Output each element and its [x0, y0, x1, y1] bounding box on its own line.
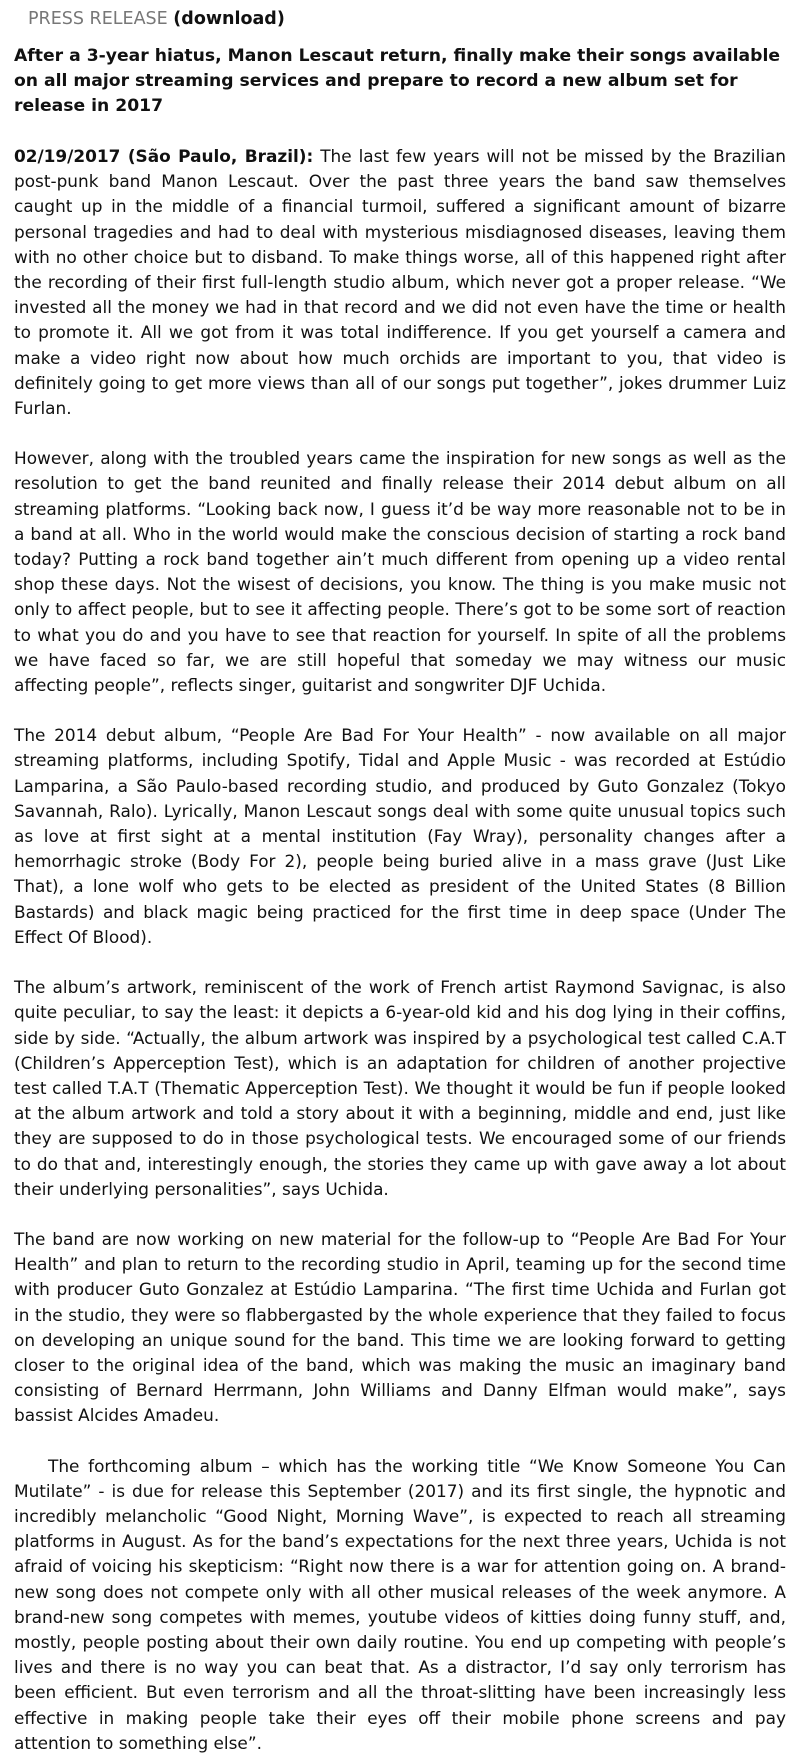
page-header	[28, 6, 786, 32]
paragraph-debut-album: The 2014 debut album, “People Are Bad For Your Health” - now available on all major streaming platforms, including Spotify, Tidal and Apple Music - was recorded at Estúdio Lamparina, a São Paulo-based recording studio, and produced by Guto Gonzalez (Tokyo Savannah, Ralo). Lyrically, Manon Lescaut songs deal with some quite unusual topics such as love at first sight at a mental institution (Fay Wray), personality changes after a hemorrhagic stroke (Body For 2), people being buried alive in a mass grave (Just Like That), a lone wolf who gets to be elected as president of the United States (8 Billion Bastards) and black magic being practiced for the first time in deep space (Under The Effect Of Blood).	[14, 725, 786, 947]
press-release-label: PRESS RELEASE	[28, 9, 168, 29]
download-link[interactable]: (download)	[173, 9, 285, 29]
paragraph-new-material: The band are now working on new material for the follow-up to “People Are Bad For Your Health” and plan to return to the recording studio in April, teaming up for the second time with producer Guto Gonzalez at Estúdio Lamparina. “The first time Uchida and Furlan got in the studio, they were so flabbergasted by the whole experience that they failed to focus on developing an unique sound for the band. This time we are looking forward to getting closer to the original idea of the band, which was making the music an imaginary band consisting of Bernard Herrmann, John Williams and Danny Elfman would make”, says bassist Alcides Amadeu.	[14, 1228, 786, 1426]
paragraph-reunion: However, along with the troubled years came the inspiration for new songs as well as the resolution to get the band reunited and finally release their 2014 debut album on all streaming platforms. “Looking back now, I guess it’d be way more reasonable not to be in a band at all. Who in the world would make the conscious decision of starting a rock band today? Putting a rock band together ain’t much different from opening up a video rental shop these days. Not the wisest of decisions, you know. The thing is you make music not only to affect people, but to see it affecting people. There’s got to be some sort of reaction to what you do and you have to see that reaction for yourself. In spite of all the problems we have faced so far, we are still hopeful that someday we may witness our music affecting people”, reflects singer, guitarist and songwriter DJF Uchida.	[14, 448, 786, 696]
paragraph-artwork: The album’s artwork, reminiscent of the work of French artist Raymond Savignac, is also quite peculiar, to say the least: it depicts a 6-year-old kid and his dog lying in their coffins, side by side. “Actually, the album artwork was inspired by a psychological test called C.A.T (Children’s Apperception Test), which is an adaptation for children of another projective test called T.A.T (Thematic Apperception Test). We thought it would be fun if people looked at the album artwork and told a story about it with a beginning, middle and end, just like they are supposed to do in those psychological tests. We encouraged some of our friends to do that and, interestingly enough, the stories they came up with gave away a lot about their underlying personalities”, says Uchida.	[14, 977, 786, 1199]
paragraph-intro-text: The last few years will not be missed by the Brazilian post-punk band Manon Lescaut. Over the past three years the band saw themselves caught up in the middle of a financial turmoil, suffered a significant amount of bizarre personal tragedies and had to deal with mysterious misdiagnosed diseases, leaving them with no other choice but to disband. To make things worse, all of this happened right after the recording of their first full-length studio album, which never got a proper release. “We invested all the money we had in that record and we did not even have the time or health to promote it. All we got from it was total indifference. If you get yourself a camera and make a video right now about how much orchids are important to you, that video is definitely going to get more views than all of our songs put together”, jokes drummer Luiz Furlan.	[14, 146, 787, 419]
paragraph-intro	[14, 144, 786, 421]
headline: After a 3-year hiatus, Manon Lescaut return, finally make their songs available on all major streaming services and prepare to record a new album set for release in 2017	[14, 46, 781, 116]
dateline: 02/19/2017 (São Paulo, Brazil):	[14, 146, 314, 166]
paragraph-forthcoming-album: The forthcoming album – which has the working title “We Know Someone You Can Mutilate” - is due for release this September (2017) and its first single, the hypnotic and incredibly melancholic “Good Night, Morning Wave”, is expected to reach all streaming platforms in August. As for the band’s expectations for the next three years, Uchida is not afraid of voicing his skepticism: “Right now there is a war for attention going on. A brand-new song does not compete only with all other musical releases of the week anymore. A brand-new song competes with memes, youtube videos of kitties doing funny stuff, and, mostly, people posting about their own daily routine. You end up competing with people’s lives and there is no way you can beat that. As a distractor, I’d say only terrorism has been efficient. But even terrorism and all the throat-slitting have been increasingly less effective in making people take their eyes off their mobile phone screens and pay attention to something else”.	[14, 1455, 786, 1753]
